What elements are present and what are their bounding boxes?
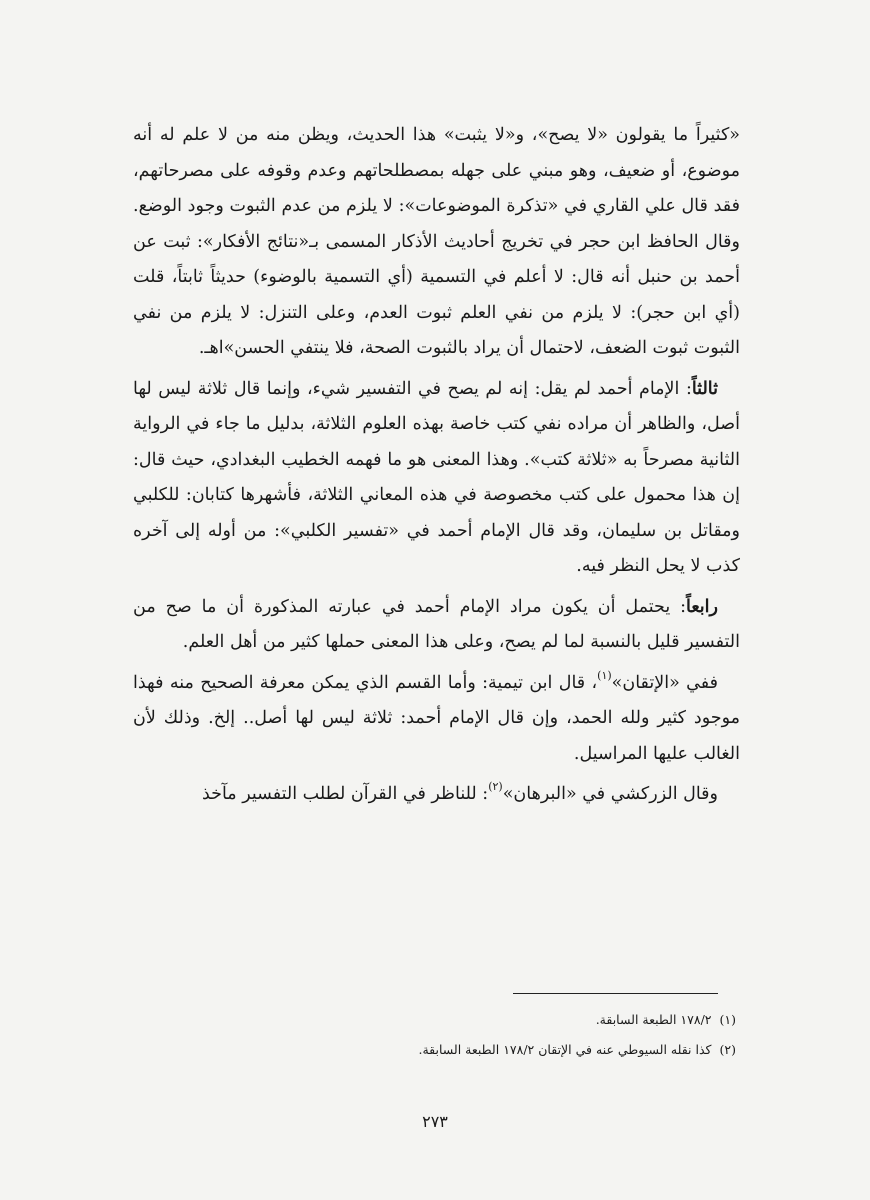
- paragraph-text-before: وقال الزركشي في «البرهان»: [502, 784, 718, 804]
- footnote-text: ١٧٨/٢ الطبعة السابقة.: [595, 1012, 712, 1027]
- footnotes: [236, 1005, 736, 1065]
- paragraph-text: «كثيراً ما يقولون «لا يصح»، و«لا يثبت» هذا الحديث، ويظن منه من لا علم له أنه موضوع، أو ضعيف، وهو مبني على جهله بمصطلحاتهم وعدم وقوفه على مصرحاتهم، فقد قال علي القاري في «تذكرة الموضوعات»: لا يلزم من عدم الثبوت وجود الوضع. وقال الحافظ ابن حجر في تخريج أحاديث الأذكار المسمى بـ«نتائج الأفكار»: ثبت عن أحمد بن حنبل أنه قال: لا أعلم في التسمية (أي التسمية بالوضوء) حديثاً ثابتاً، قلت (أي ابن حجر): لا يلزم من نفي العلم ثبوت العدم، وعلى التنزل: لا يلزم من نفي الثبوت ثبوت الضعف، لاحتمال أن يراد بالثبوت الصحة، فلا ينتفي الحسن»اهـ.: [133, 125, 740, 358]
- paragraph-quote: [133, 118, 740, 367]
- paragraph-lead: رابعاً: [686, 596, 718, 617]
- paragraph-lead: ثالثاً: [691, 378, 718, 399]
- footnote-2: [236, 1035, 736, 1065]
- footnote-1: [236, 1005, 736, 1035]
- footnote-number: (٢): [719, 1042, 736, 1057]
- paragraph-text-after: ، قال ابن تيمية: وأما القسم الذي يمكن معرفة الصحيح منه فهذا موجود كثير ولله الحمد، وإن قال الإمام أحمد: ثلاثة ليس لها أصل.. إلخ. وذلك لأن الغالب عليها المراسيل.: [133, 672, 740, 764]
- paragraph-burhan: [133, 777, 740, 813]
- page-number: ٢٧٣: [422, 1112, 448, 1131]
- paragraph-text: : الإمام أحمد لم يقل: إنه لم يصح في التفسير شيء، وإنما قال ثلاثة ليس لها أصل، والظاهر أن مراده نفي كتب خاصة بهذه العلوم الثلاثة، بدليل ما جاء في الرواية الثانية مصرحاً به «ثلاثة كتب». وهذا المعنى هو ما فهمه الخطيب البغدادي، حيث قال: إن هذا محمول على كتب مخصوصة في هذه المعاني الثلاثة، فأشهرها كتابان: للكلبي ومقاتل بن سليمان، وقد قال الإمام أحمد في «تفسير الكلبي»: من أوله إلى آخره كذب لا يحل النظر فيه.: [133, 378, 740, 576]
- footnote-ref-2: (٢): [488, 780, 503, 794]
- footnote-ref-1: (١): [597, 668, 612, 682]
- paragraph-third: [133, 372, 740, 585]
- paragraph-text-before: ففي «الإتقان»: [611, 672, 718, 693]
- paragraph-fourth: [133, 590, 740, 661]
- footnote-divider: [513, 993, 718, 994]
- paragraph-text: : يحتمل أن يكون مراد الإمام أحمد في عبارته المذكورة أن ما صح من التفسير قليل بالنسبة لما لم يصح، وعلى هذا المعنى حملها كثير من أهل العلم.: [133, 596, 740, 652]
- footnote-text: كذا نقله السيوطي عنه في الإتقان ١٧٨/٢ الطبعة السابقة.: [418, 1042, 712, 1057]
- paragraph-itqan: [133, 666, 740, 773]
- footnote-number: (١): [719, 1012, 736, 1027]
- paragraph-text-after: : للناظر في القرآن لطلب التفسير مآخذ: [201, 784, 489, 804]
- main-text: [133, 118, 740, 818]
